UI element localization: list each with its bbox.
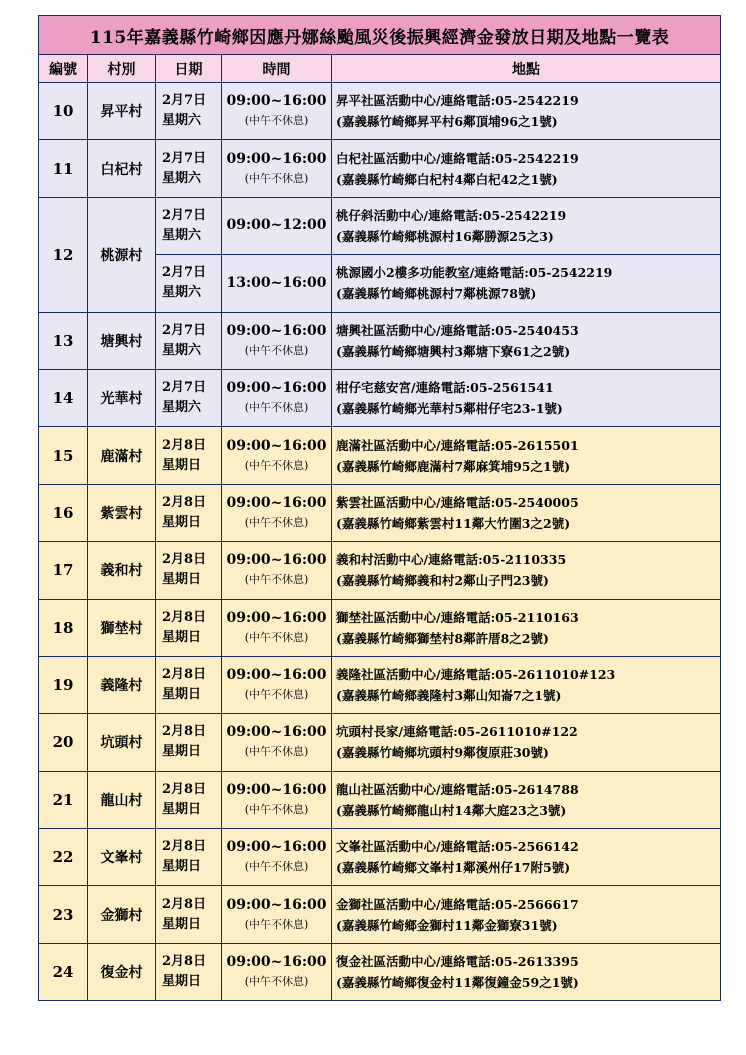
date-text: 2月7日 xyxy=(162,265,207,281)
time-range: 09:00~16:00 xyxy=(226,437,327,454)
location-address: (嘉義縣竹崎鄉桃源村16鄰勝源25之3) xyxy=(336,228,554,244)
time-range: 09:00~16:00 xyxy=(226,494,327,511)
lunch-note: (中午不休息) xyxy=(244,515,309,529)
time-cell xyxy=(222,943,332,1000)
time-cell xyxy=(222,886,332,943)
table-row xyxy=(39,886,721,943)
column-header-time: 時間 xyxy=(222,55,332,83)
date-cell xyxy=(156,599,222,656)
weekday-text: 星期六 xyxy=(162,400,202,416)
village-name: 文峯村 xyxy=(88,829,156,886)
date-text: 2月7日 xyxy=(162,150,207,166)
lunch-note: (中午不休息) xyxy=(244,458,309,472)
date-cell xyxy=(156,369,222,426)
location-name-phone: 塘興社區活動中心/連絡電話:05-2540453 xyxy=(336,322,579,338)
date-text: 2月7日 xyxy=(162,93,207,109)
date-cell xyxy=(156,943,222,1000)
lunch-note: (中午不休息) xyxy=(244,630,309,644)
time-cell xyxy=(222,656,332,713)
time-range: 13:00~16:00 xyxy=(226,274,327,291)
lunch-note: (中午不休息) xyxy=(244,573,309,587)
time-cell xyxy=(222,255,332,312)
time-range: 09:00~16:00 xyxy=(226,839,327,856)
weekday-text: 星期日 xyxy=(162,859,202,875)
lunch-note: (中午不休息) xyxy=(244,917,309,931)
village-name: 金獅村 xyxy=(88,886,156,943)
date-text: 2月7日 xyxy=(162,322,207,338)
lunch-note: (中午不休息) xyxy=(244,343,309,357)
time-cell xyxy=(222,140,332,197)
weekday-text: 星期日 xyxy=(162,514,202,530)
date-text: 2月8日 xyxy=(162,839,207,855)
time-cell xyxy=(222,312,332,369)
date-text: 2月7日 xyxy=(162,380,207,396)
village-name: 龍山村 xyxy=(88,771,156,828)
date-cell xyxy=(156,255,222,312)
location-cell xyxy=(332,140,721,197)
time-cell xyxy=(222,771,332,828)
location-cell xyxy=(332,771,721,828)
row-number: 23 xyxy=(39,886,88,943)
location-cell xyxy=(332,427,721,484)
location-name-phone: 坑頭村長家/連絡電話:05-2611010#122 xyxy=(336,724,578,740)
weekday-text: 星期六 xyxy=(162,170,202,186)
row-number: 11 xyxy=(39,140,88,197)
time-cell xyxy=(222,369,332,426)
table-row xyxy=(39,83,721,140)
location-cell xyxy=(332,542,721,599)
date-text: 2月7日 xyxy=(162,207,207,223)
location-name-phone: 鹿滿社區活動中心/連絡電話:05-2615501 xyxy=(336,437,579,453)
time-range: 09:00~16:00 xyxy=(226,667,327,684)
location-cell xyxy=(332,829,721,886)
date-text: 2月8日 xyxy=(162,437,207,453)
village-name: 義隆村 xyxy=(88,656,156,713)
table-row xyxy=(39,312,721,369)
village-name: 復金村 xyxy=(88,943,156,1000)
location-address: (嘉義縣竹崎鄉文峯村1鄰溪州仔17附5號) xyxy=(336,860,571,876)
column-header-date: 日期 xyxy=(156,55,222,83)
lunch-note: (中午不休息) xyxy=(244,688,309,702)
location-address: (嘉義縣竹崎鄉昇平村6鄰頂埔96之1號) xyxy=(336,114,558,130)
location-name-phone: 金獅社區活動中心/連絡電話:05-2566617 xyxy=(336,896,579,912)
date-text: 2月8日 xyxy=(162,494,207,510)
date-cell xyxy=(156,714,222,771)
row-number: 20 xyxy=(39,714,88,771)
row-number: 14 xyxy=(39,369,88,426)
location-address: (嘉義縣竹崎鄉復金村11鄰復鐘金59之1號) xyxy=(336,975,579,991)
time-cell xyxy=(222,542,332,599)
location-name-phone: 白杞社區活動中心/連絡電話:05-2542219 xyxy=(336,150,579,166)
table-row xyxy=(39,427,721,484)
village-name: 獅埜村 xyxy=(88,599,156,656)
table-row xyxy=(39,197,721,254)
table-row xyxy=(39,771,721,828)
location-name-phone: 龍山社區活動中心/連絡電話:05-2614788 xyxy=(336,781,579,797)
lunch-note: (中午不休息) xyxy=(244,802,309,816)
weekday-text: 星期六 xyxy=(162,227,202,243)
location-name-phone: 獅埜社區活動中心/連絡電話:05-2110163 xyxy=(336,609,579,625)
weekday-text: 星期日 xyxy=(162,974,202,990)
table-row xyxy=(39,140,721,197)
location-cell xyxy=(332,656,721,713)
location-cell xyxy=(332,255,721,312)
location-name-phone: 義隆社區活動中心/連絡電話:05-2611010#123 xyxy=(336,667,616,683)
location-name-phone: 義和村活動中心/連絡電話:05-2110335 xyxy=(336,552,567,568)
row-number: 22 xyxy=(39,829,88,886)
time-range: 09:00~16:00 xyxy=(226,552,327,569)
location-address: (嘉義縣竹崎鄉金獅村11鄰金獅寮31號) xyxy=(336,917,558,933)
location-address: (嘉義縣竹崎鄉義和村2鄰山子門23號) xyxy=(336,573,549,589)
time-range: 09:00~12:00 xyxy=(226,217,327,234)
time-cell xyxy=(222,829,332,886)
date-cell xyxy=(156,312,222,369)
time-cell xyxy=(222,197,332,254)
row-number: 10 xyxy=(39,83,88,140)
lunch-note: (中午不休息) xyxy=(244,975,309,989)
time-cell xyxy=(222,83,332,140)
row-number: 21 xyxy=(39,771,88,828)
table-row xyxy=(39,369,721,426)
weekday-text: 星期日 xyxy=(162,687,202,703)
date-text: 2月8日 xyxy=(162,609,207,625)
location-address: (嘉義縣竹崎鄉獅埜村8鄰許厝8之2號) xyxy=(336,630,549,646)
location-address: (嘉義縣竹崎鄉義隆村3鄰山知崙7之1號) xyxy=(336,688,562,704)
lunch-note: (中午不休息) xyxy=(244,745,309,759)
weekday-text: 星期日 xyxy=(162,916,202,932)
location-address: (嘉義縣竹崎鄉桃源村7鄰桃源78號) xyxy=(336,286,537,302)
time-cell xyxy=(222,427,332,484)
location-name-phone: 文峯社區活動中心/連絡電話:05-2566142 xyxy=(336,839,579,855)
lunch-note: (中午不休息) xyxy=(244,171,309,185)
weekday-text: 星期日 xyxy=(162,457,202,473)
village-name: 白杞村 xyxy=(88,140,156,197)
weekday-text: 星期六 xyxy=(162,342,202,358)
location-address: (嘉義縣竹崎鄉龍山村14鄰大庭23之3號) xyxy=(336,802,567,818)
row-number: 18 xyxy=(39,599,88,656)
row-number: 17 xyxy=(39,542,88,599)
column-header-number: 編號 xyxy=(39,55,88,83)
date-text: 2月8日 xyxy=(162,896,207,912)
date-cell xyxy=(156,656,222,713)
location-cell xyxy=(332,599,721,656)
location-cell xyxy=(332,312,721,369)
date-cell xyxy=(156,771,222,828)
village-name: 塘興村 xyxy=(88,312,156,369)
location-cell xyxy=(332,197,721,254)
time-cell xyxy=(222,484,332,541)
location-address: (嘉義縣竹崎鄉塘興村3鄰塘下寮61之2號) xyxy=(336,343,571,359)
location-cell xyxy=(332,943,721,1000)
location-address: (嘉義縣竹崎鄉鹿滿村7鄰麻箕埔95之1號) xyxy=(336,458,571,474)
village-name: 昇平村 xyxy=(88,83,156,140)
lunch-note: (中午不休息) xyxy=(244,401,309,415)
time-range: 09:00~16:00 xyxy=(226,954,327,971)
date-text: 2月8日 xyxy=(162,781,207,797)
time-range: 09:00~16:00 xyxy=(226,781,327,798)
location-address: (嘉義縣竹崎鄉紫雲村11鄰大竹圍3之2號) xyxy=(336,515,571,531)
location-address: (嘉義縣竹崎鄉光華村5鄰柑仔宅23-1號) xyxy=(336,401,563,417)
table-title: 115年嘉義縣竹崎鄉因應丹娜絲颱風災後振興經濟金發放日期及地點一覽表 xyxy=(39,16,721,55)
row-number: 12 xyxy=(39,197,88,312)
village-name: 桃源村 xyxy=(88,197,156,312)
weekday-text: 星期日 xyxy=(162,801,202,817)
location-name-phone: 復金社區活動中心/連絡電話:05-2613395 xyxy=(336,954,579,970)
date-cell xyxy=(156,140,222,197)
location-cell xyxy=(332,714,721,771)
location-address: (嘉義縣竹崎鄉坑頭村9鄰復原莊30號) xyxy=(336,745,549,761)
row-number: 15 xyxy=(39,427,88,484)
weekday-text: 星期六 xyxy=(162,113,202,129)
table-row xyxy=(39,656,721,713)
date-cell xyxy=(156,427,222,484)
location-cell xyxy=(332,83,721,140)
weekday-text: 星期日 xyxy=(162,744,202,760)
date-cell xyxy=(156,83,222,140)
time-range: 09:00~16:00 xyxy=(226,322,327,339)
location-cell xyxy=(332,369,721,426)
lunch-note: (中午不休息) xyxy=(244,860,309,874)
time-range: 09:00~16:00 xyxy=(226,724,327,741)
location-cell xyxy=(332,484,721,541)
date-cell xyxy=(156,542,222,599)
time-range: 09:00~16:00 xyxy=(226,609,327,626)
time-range: 09:00~16:00 xyxy=(226,150,327,167)
column-header-row xyxy=(39,55,721,83)
time-range: 09:00~16:00 xyxy=(226,380,327,397)
date-text: 2月8日 xyxy=(162,954,207,970)
time-range: 09:00~16:00 xyxy=(226,93,327,110)
column-header-location: 地點 xyxy=(332,55,721,83)
time-cell xyxy=(222,714,332,771)
village-name: 義和村 xyxy=(88,542,156,599)
date-text: 2月8日 xyxy=(162,552,207,568)
location-name-phone: 昇平社區活動中心/連絡電話:05-2542219 xyxy=(336,93,579,109)
village-name: 坑頭村 xyxy=(88,714,156,771)
date-cell xyxy=(156,886,222,943)
table-body xyxy=(39,83,721,1001)
row-number: 16 xyxy=(39,484,88,541)
time-range: 09:00~16:00 xyxy=(226,896,327,913)
location-cell xyxy=(332,886,721,943)
location-name-phone: 桃源國小2樓多功能教室/連絡電話:05-2542219 xyxy=(336,265,613,281)
schedule-table xyxy=(38,15,721,1001)
date-text: 2月8日 xyxy=(162,724,207,740)
date-cell xyxy=(156,829,222,886)
location-address: (嘉義縣竹崎鄉白杞村4鄰白杞42之1號) xyxy=(336,171,558,187)
table-row xyxy=(39,714,721,771)
location-name-phone: 紫雲社區活動中心/連絡電話:05-2540005 xyxy=(336,494,579,510)
row-number: 19 xyxy=(39,656,88,713)
column-header-village: 村別 xyxy=(88,55,156,83)
row-number: 24 xyxy=(39,943,88,1000)
village-name: 紫雲村 xyxy=(88,484,156,541)
village-name: 鹿滿村 xyxy=(88,427,156,484)
weekday-text: 星期六 xyxy=(162,285,202,301)
weekday-text: 星期日 xyxy=(162,572,202,588)
date-cell xyxy=(156,484,222,541)
location-name-phone: 桃仔斜活動中心/連絡電話:05-2542219 xyxy=(336,207,567,223)
table-row xyxy=(39,829,721,886)
table-row xyxy=(39,542,721,599)
time-cell xyxy=(222,599,332,656)
distribution-schedule-sheet xyxy=(38,15,720,1001)
location-name-phone: 柑仔宅慈安宮/連絡電話:05-2561541 xyxy=(336,380,554,396)
table-row xyxy=(39,599,721,656)
village-name: 光華村 xyxy=(88,369,156,426)
date-cell xyxy=(156,197,222,254)
row-number: 13 xyxy=(39,312,88,369)
weekday-text: 星期日 xyxy=(162,629,202,645)
date-text: 2月8日 xyxy=(162,667,207,683)
table-row xyxy=(39,484,721,541)
table-row xyxy=(39,943,721,1000)
lunch-note: (中午不休息) xyxy=(244,114,309,128)
